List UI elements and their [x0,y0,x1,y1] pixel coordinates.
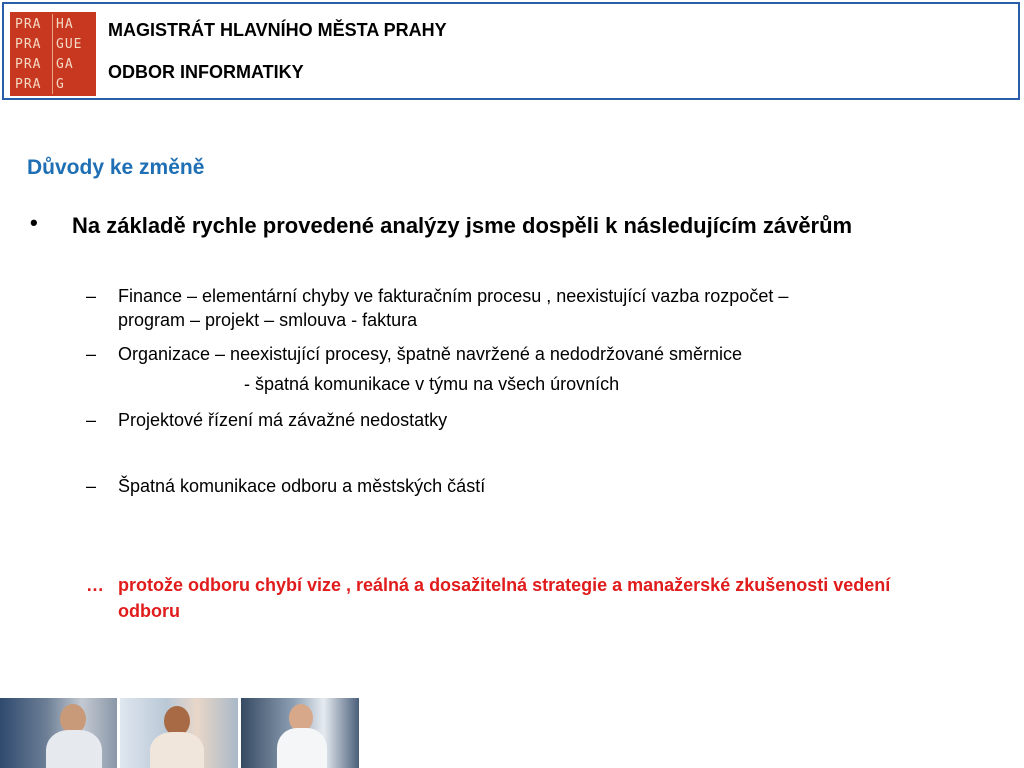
conclusion-text: protože odboru chybí vize , reálná a dosažitelná strategie a manažerské zkušenosti vedení odboru [118,575,891,621]
organizace-continuation: - špatná komunikace v týmu na všech úrovních [244,374,620,394]
logo-text: GA [56,56,74,72]
sub-item-text: Organizace – neexistující procesy, špatně navržené a nedodržované směrnice [118,344,743,364]
sub-item-finance [86,284,946,332]
header-organization: MAGISTRÁT HLAVNÍHO MĚSTA PRAHY [108,20,447,40]
logo-text: PRA [12,14,53,34]
bullet-icon: • [30,210,38,235]
logo-text: PRA [12,54,53,74]
dash-icon: – [86,344,97,364]
sub-item-organizace [86,342,946,366]
main-bullet-text: Na základě rychle provedené analýzy jsme dospěli k následujícím závěrům [72,213,853,238]
sub-item-text: Špatná komunikace odboru a městských částí [118,476,486,496]
header-department: ODBOR INFORMATIKY [108,62,304,82]
praha-logo [10,12,96,96]
logo-text: PRA [12,34,53,54]
sub-item-text: Finance – elementární chyby ve fakturačním procesu , neexistující vazba rozpočet – program – projekt – smlouva - faktura [118,286,789,330]
dash-icon: – [86,476,97,496]
sub-item-text: Projektové řízení má závažné nedostatky [118,410,448,430]
logo-text: PRA [12,74,53,94]
slide-title: Důvody ke změně [27,156,205,179]
logo-text: G [56,76,65,92]
office-photo [241,698,359,768]
header-bar [2,2,1020,100]
logo-text: GUE [56,36,83,52]
main-bullet [30,210,990,241]
dash-icon: – [86,410,97,430]
dash-icon: – [86,286,97,306]
sub-item-komunikace [86,474,946,498]
conclusion [86,572,946,624]
office-photo [120,698,238,768]
office-photo [0,698,117,768]
logo-text: HA [56,16,74,32]
photo-strip [0,698,360,768]
ellipsis: … [86,575,104,595]
sub-item-projektove [86,408,946,432]
